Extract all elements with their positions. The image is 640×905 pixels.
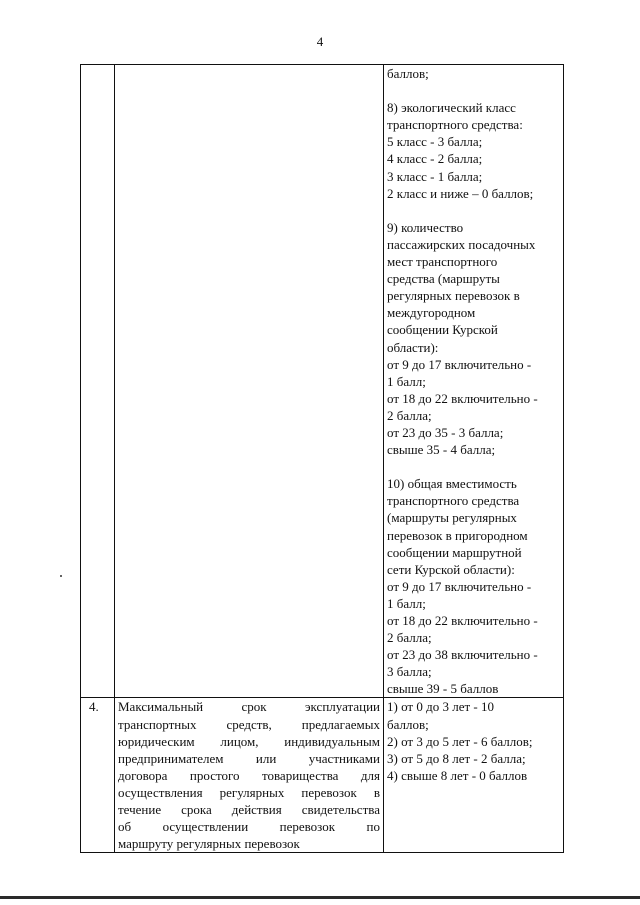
cell-criterion [115,65,384,698]
scan-edge-line [0,893,640,905]
criterion-line: об осуществлении перевозок по [118,819,380,835]
row-number: 4. [81,698,115,853]
table-row-continued [81,65,564,698]
criterion-line: юридическим лицом, индивидуальным [118,733,380,749]
criterion-line: предпринимателем или участниками [118,750,380,766]
scan-speck [60,575,62,577]
criteria-table [80,64,564,853]
criterion-line: транспортных средств, предлагаемых [118,716,380,732]
criterion-line: маршруту регулярных перевозок [118,836,300,852]
cell-scores: баллов; 8) экологический класс транспортного средства: 5 класс - 3 балла; 4 класс - 2 балла; 3 класс - 1 балла; 2 класс и ниже – 0 баллов; 9) количество пассажирских посадочных мест транспортного средства (маршруты регулярных перевозок в междугородном сообщении Курской области): от 9 до 17 включительно - 1 балл; от 18 до 22 включительно - 2 балла; от 23 до 35 - 3 балла; свыше 35 - 4 балла; 10) общая вместимость транспортного средства (маршруты регулярных перевозок в пригородном сообщении маршрутной сети Курской области): от 9 до 17 включительно - 1 балл; от 18 до 22 включительно - 2 балла; от 23 до 38 включительно - 3 балла; свыше 39 - 5 баллов [384,65,564,698]
table-row-4 [81,698,564,853]
page-number: 4 [316,34,324,49]
criterion-line: течение срока действия свидетельства [118,802,380,818]
scores-text: 1) от 0 до 3 лет - 10 баллов; 2) от 3 до 5 лет - 6 баллов; 3) от 5 до 8 лет - 2 балла; 4) свыше 8 лет - 0 баллов [384,698,564,853]
criterion-line: осуществления регулярных перевозок в [118,784,380,800]
criterion-line: Максимальный срок эксплуатации [118,699,380,715]
criterion-text [115,698,384,853]
criterion-line: договора простого товарищества для [118,767,380,783]
cell-number [81,65,115,698]
